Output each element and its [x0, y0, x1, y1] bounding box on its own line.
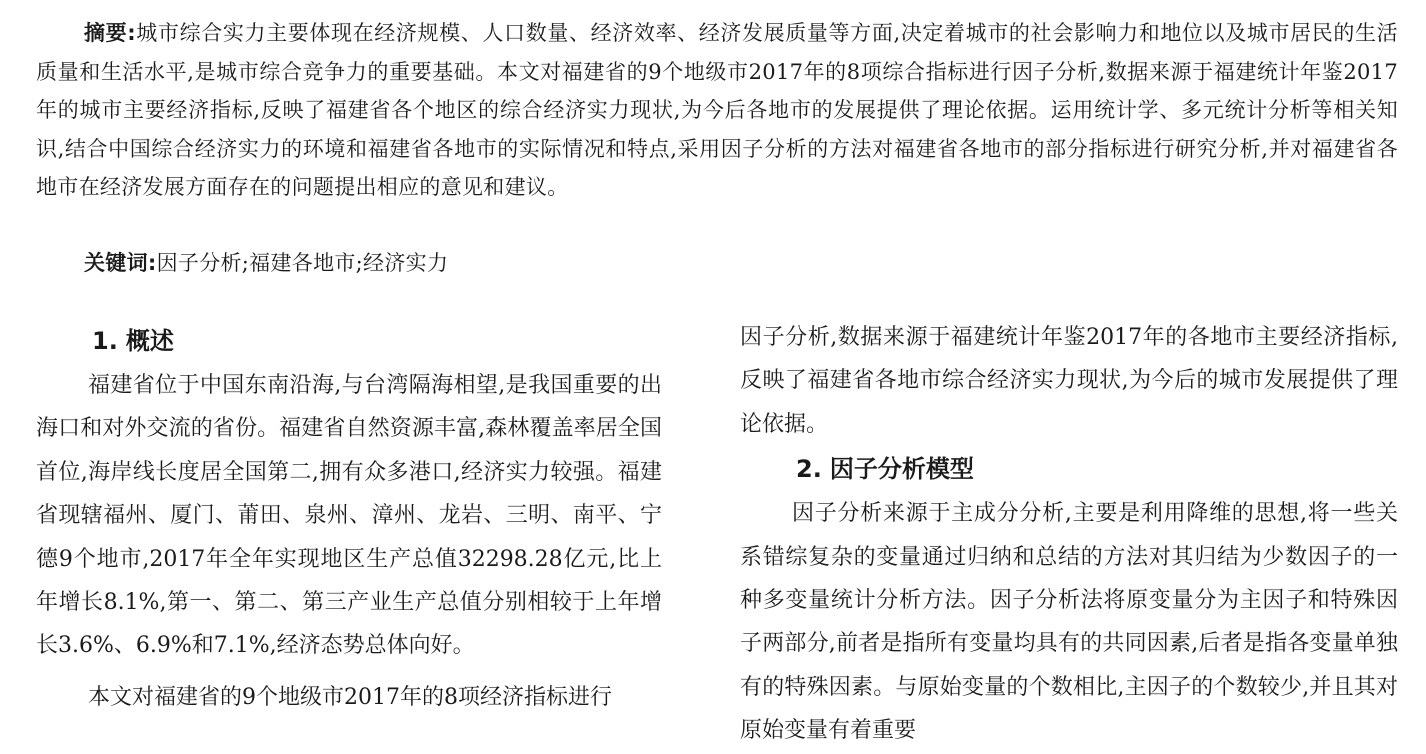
abstract-text: 城市综合实力主要体现在经济规模、人口数量、经济效率、经济发展质量等方面,决定着城市的社会影响力和地位以及城市居民的生活质量和生活水平,是城市综合竞争力的重要基础。本文对福建省的9个地级市2017年的8项综合指标进行因子分析,数据来源于福建统计年鉴2017年的城市主要经济指标,反映了福建省各个地区的综合经济实力现状,为今后各地市的发展提供了理论依据。运用统计学、多元统计分析等相关知识,结合中国综合经济实力的环境和福建省各地市的实际情况和特点,采用因子分析的方法对福建省各地市的部分指标进行研究分析,并对福建省各地市在经济发展方面存在的问题提出相应的意见和建议。 [36, 21, 1398, 199]
section-2-paragraph-1: 因子分析来源于主成分分析,主要是利用降维的思想,将一些关系错综复杂的变量通过归纳和总结的方法对其归结为少数因子的一种多变量统计分析方法。因子分析法将原变量分为主因子和特殊因子两部分,前者是指所有变量均具有的共同因素,后者是指各变量单独有的特殊因素。与原始变量的个数相比,主因子的个数较少,并且其对原始变量有着重要 [740, 501, 1398, 744]
section-1-number: 1. [92, 327, 118, 355]
section-1-paragraph-1: 福建省位于中国东南沿海,与台湾隔海相望,是我国重要的出海口和对外交流的省份。福建省自然资源丰富,森林覆盖率居全国首位,海岸线长度居全国第二,拥有众多港口,经济实力较强。福建省现辖福州、厦门、莆田、泉州、漳州、龙岩、三明、南平、宁德9个地市,2017年全年实现地区生产总值32298.28亿元,比上年增长8.1%,第一、第二、第三产业生产总值分别相较于上年增长3.6%、6.9%和7.1%,经济态势总体向好。 [36, 373, 662, 659]
section-2-heading [796, 446, 1398, 492]
abstract-label: 摘要: [84, 21, 136, 45]
keywords-label: 关键词: [84, 251, 157, 275]
section-1-heading [92, 318, 662, 364]
left-column [36, 318, 662, 719]
continued-paragraph: 因子分析,数据来源于福建统计年鉴2017年的各地市主要经济指标,反映了福建省各地市综合经济实力现状,为今后的城市发展提供了理论依据。 [740, 325, 1398, 437]
abstract [36, 14, 1398, 207]
keywords [84, 244, 448, 282]
section-1-title: 概述 [125, 327, 174, 355]
section-2-number: 2. [796, 455, 822, 484]
right-column [740, 316, 1398, 753]
keywords-text: 因子分析;福建各地市;经济实力 [156, 251, 449, 275]
abstract-paragraph [36, 14, 1398, 207]
section-1-paragraph-2: 本文对福建省的9个地级市2017年的8项经济指标进行 [88, 684, 612, 710]
section-2-title: 因子分析模型 [829, 455, 974, 484]
